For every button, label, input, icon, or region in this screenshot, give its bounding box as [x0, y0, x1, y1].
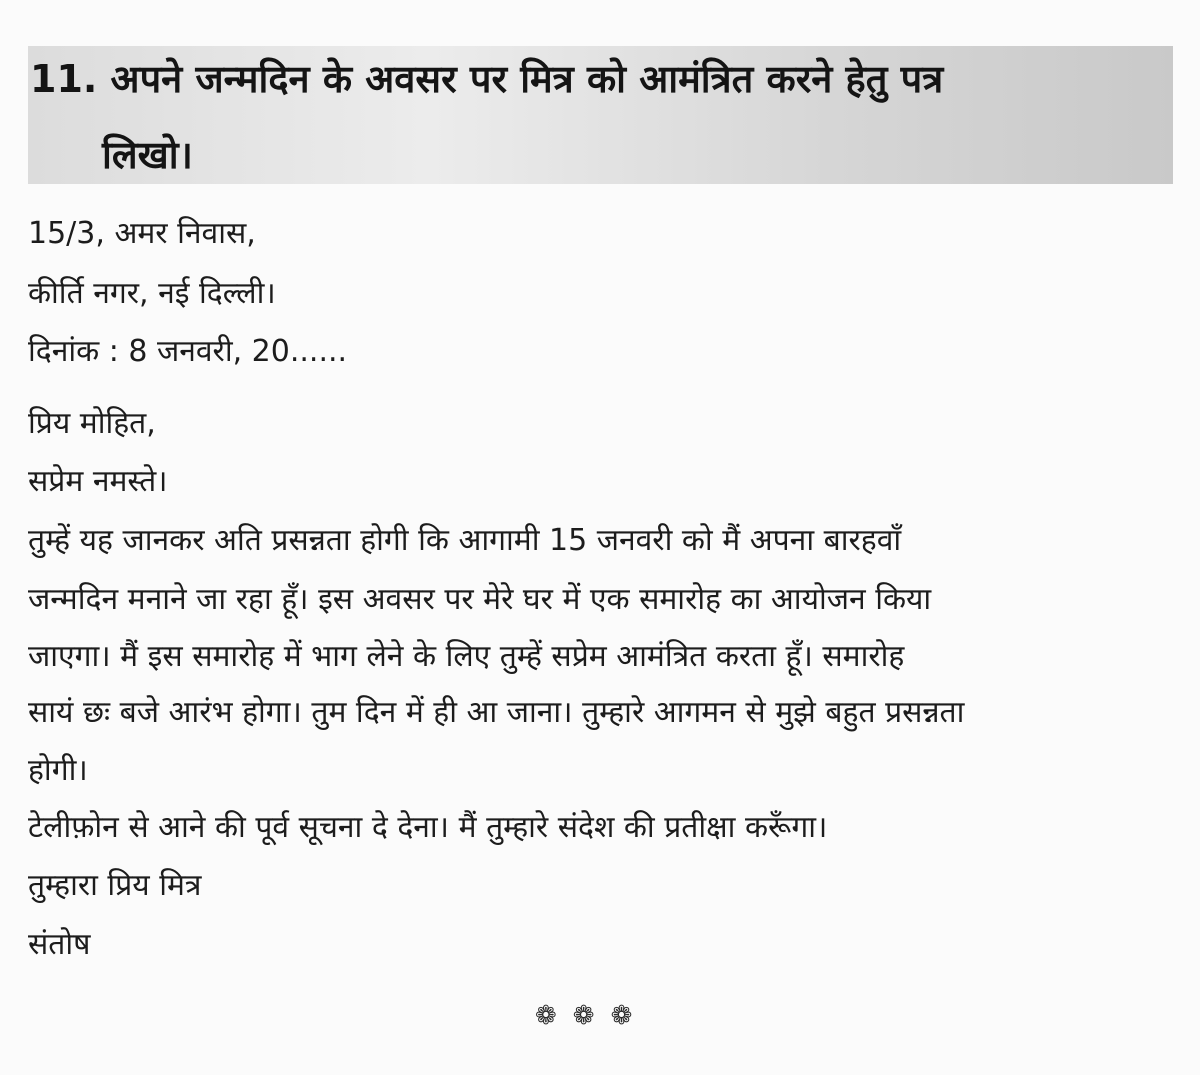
question-title-line-2: लिखो। — [102, 133, 193, 177]
letter-body-line-1: तुम्हें यह जानकर अति प्रसन्नता होगी कि आगामी 15 जनवरी को मैं अपना बारहवाँ — [28, 523, 902, 558]
letter-body-line-6: टेलीफ़ोन से आने की पूर्व सूचना दे देना। मैं तुम्हारे संदेश की प्रतीक्षा करूँगा। — [28, 810, 828, 845]
letter-salutation: प्रिय मोहित, — [28, 406, 156, 441]
question-title-line-1: 11. अपने जन्मदिन के अवसर पर मित्र को आमंत्रित करने हेतु पत्र — [30, 57, 944, 101]
letter-closing: तुम्हारा प्रिय मित्र — [28, 868, 202, 903]
end-ornaments — [535, 996, 665, 1036]
sender-address-line-1: 15/3, अमर निवास, — [28, 216, 256, 251]
letter-body-line-3: जाएगा। मैं इस समारोह में भाग लेने के लिए तुम्हें सप्रेम आमंत्रित करता हूँ। समारोह — [28, 639, 905, 674]
flower-ornament-icon: ❁ — [535, 1001, 557, 1031]
letter-body-line-2: जन्मदिन मनाने जा रहा हूँ। इस अवसर पर मेरे घर में एक समारोह का आयोजन किया — [28, 582, 932, 617]
letter-signature: संतोष — [28, 927, 91, 962]
letter-body-line-5: होगी। — [28, 753, 88, 788]
sender-address-line-2: कीर्ति नगर, नई दिल्ली। — [28, 276, 276, 311]
letter-date: दिनांक : 8 जनवरी, 20...... — [28, 334, 348, 369]
flower-ornament-icon: ❁ — [572, 1001, 595, 1031]
letter-body-line-4: सायं छः बजे आरंभ होगा। तुम दिन में ही आ जाना। तुम्हारे आगमन से मुझे बहुत प्रसन्नता — [28, 695, 965, 730]
letter-greeting: सप्रेम नमस्ते। — [28, 464, 168, 499]
flower-ornament-icon: ❁ — [610, 1001, 633, 1031]
